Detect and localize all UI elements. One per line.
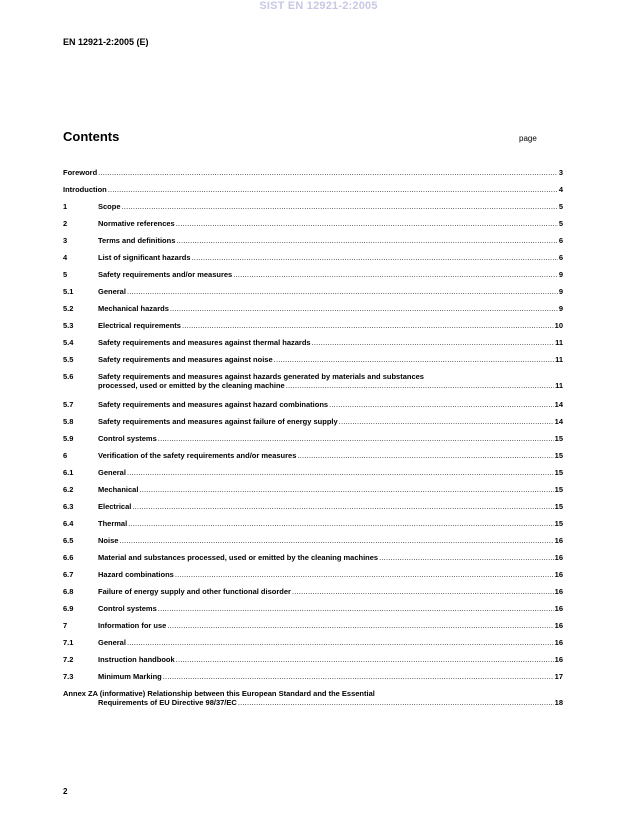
toc-entry-number: 5.1 <box>63 287 74 296</box>
dot-leader <box>297 451 553 460</box>
toc-entry-number: 7.1 <box>63 638 74 647</box>
toc-entry-number: 5.2 <box>63 304 74 313</box>
toc-entry-title: Instruction handbook <box>98 655 175 664</box>
dot-leader <box>132 502 553 511</box>
toc-entry-page: 14 <box>554 417 563 426</box>
toc-entry-number: 7.3 <box>63 672 74 681</box>
toc-entry-title: Normative references <box>98 219 175 228</box>
dot-leader <box>176 236 557 245</box>
toc-entry-title: Verification of the safety requirements and/or measures <box>98 451 297 460</box>
toc-entry-number: 7.2 <box>63 655 74 664</box>
dot-leader <box>98 168 558 177</box>
toc-entry-number: 5.5 <box>63 355 74 364</box>
dot-leader <box>312 338 554 347</box>
toc-entry-page: 17 <box>554 672 563 681</box>
toc-entry-page: 15 <box>554 485 563 494</box>
toc-entry-title: General <box>98 468 126 477</box>
toc-entry-title: Safety requirements and measures against hazards generated by materials and substances <box>98 372 424 381</box>
dot-leader <box>170 304 558 313</box>
dot-leader <box>128 519 553 528</box>
toc-entry-number: 2 <box>63 219 68 228</box>
toc-entry-number: 6.4 <box>63 519 74 528</box>
toc-entry-title: Mechanical <box>98 485 139 494</box>
toc-entry-page: 16 <box>554 655 563 664</box>
toc-entry-number: 5.4 <box>63 338 74 347</box>
toc-entry-title: Terms and definitions <box>98 236 176 245</box>
toc-entry-title: General <box>98 638 126 647</box>
toc-entry-page: 5 <box>558 219 563 228</box>
dot-leader <box>238 698 554 707</box>
toc-entry-page: 16 <box>554 570 563 579</box>
toc-entry-page: 15 <box>554 468 563 477</box>
dot-leader <box>127 287 558 296</box>
toc-entry-page: 16 <box>554 638 563 647</box>
dot-leader <box>158 434 554 443</box>
toc-entry-title: Minimum Marking <box>98 672 162 681</box>
toc-entry-title: Scope <box>98 202 121 211</box>
toc-entry-title: Mechanical hazards <box>98 304 169 313</box>
dot-leader <box>339 417 554 426</box>
toc-entry-number: 5.3 <box>63 321 74 330</box>
toc-entry-title: Annex ZA (informative) Relationship between this European Standard and the Essential <box>63 689 375 698</box>
dot-leader <box>175 570 554 579</box>
toc-entry-title: Introduction <box>63 185 107 194</box>
toc-entry-number: 6.3 <box>63 502 74 511</box>
toc-entry-page: 15 <box>554 451 563 460</box>
toc-entry-number: 6 <box>63 451 68 460</box>
toc-entry-title: General <box>98 287 126 296</box>
dot-leader <box>119 536 553 545</box>
toc-entry-number: 6.7 <box>63 570 74 579</box>
toc-entry-page: 11 <box>555 355 563 364</box>
toc-entry-number: 6.9 <box>63 604 74 613</box>
toc-entry-number: 5.7 <box>63 400 74 409</box>
dot-leader <box>233 270 558 279</box>
toc-entry-title: Material and substances processed, used or emitted by the cleaning machines <box>98 553 379 562</box>
toc-entry-title: List of significant hazards <box>98 253 191 262</box>
toc-entry-title: Safety requirements and/or measures <box>98 270 233 279</box>
dot-leader <box>292 587 554 596</box>
toc-entry-title: Safety requirements and measures against failure of energy supply <box>98 417 338 426</box>
page-column-label: page <box>519 134 537 143</box>
toc-entry-title: Foreword <box>63 168 98 177</box>
toc-entry-page: 16 <box>554 587 563 596</box>
dot-leader <box>274 355 554 364</box>
dot-leader <box>127 638 554 647</box>
toc-entry-page: 16 <box>554 536 563 545</box>
toc-entry-page: 3 <box>558 168 563 177</box>
toc-entry-page: 9 <box>558 304 563 313</box>
toc-entry-title: Safety requirements and measures against hazard combinations <box>98 400 329 409</box>
toc-entry-page: 10 <box>554 321 563 330</box>
toc-entry-title: Failure of energy supply and other functional disorder <box>98 587 291 596</box>
dot-leader <box>176 219 558 228</box>
toc-entry-page: 6 <box>558 236 563 245</box>
toc-entry-number: 6.8 <box>63 587 74 596</box>
toc-entry-number: 5.9 <box>63 434 74 443</box>
toc-entry-title: Safety requirements and measures against noise <box>98 355 273 364</box>
toc-entry-title: Thermal <box>98 519 128 528</box>
dot-leader <box>158 604 554 613</box>
toc-entry-page: 16 <box>554 621 563 630</box>
toc-entry-title: Electrical <box>98 502 132 511</box>
dot-leader <box>122 202 558 211</box>
page-number: 2 <box>63 787 68 796</box>
dot-leader <box>176 655 554 664</box>
dot-leader <box>192 253 558 262</box>
dot-leader <box>329 400 554 409</box>
dot-leader <box>139 485 553 494</box>
dot-leader <box>127 468 554 477</box>
toc-entry-page: 4 <box>558 185 563 194</box>
toc-entry-page: 15 <box>554 502 563 511</box>
dot-leader <box>379 553 554 562</box>
toc-entry-page: 15 <box>554 519 563 528</box>
toc-entry-title: Safety requirements and measures against thermal hazards <box>98 338 311 347</box>
dot-leader <box>286 381 554 390</box>
toc-entry-number: 3 <box>63 236 68 245</box>
toc-entry-title-continued: processed, used or emitted by the cleaning machine <box>98 381 285 390</box>
dot-leader <box>182 321 554 330</box>
toc-entry-page: 11 <box>555 338 563 347</box>
toc-entry-page: 9 <box>558 287 563 296</box>
toc-entry-number: 7 <box>63 621 68 630</box>
toc-entry-page: 9 <box>558 270 563 279</box>
toc-entry-title-continued: Requirements of EU Directive 98/37/EC <box>98 698 237 707</box>
toc-entry-title: Electrical requirements <box>98 321 181 330</box>
toc-entry-title: Control systems <box>98 434 157 443</box>
toc-entry-title: Hazard combinations <box>98 570 174 579</box>
toc-entry-page: 16 <box>554 553 563 562</box>
toc-entry-number: 6.1 <box>63 468 74 477</box>
toc-entry-number: 5.8 <box>63 417 74 426</box>
toc-entry-number: 6.6 <box>63 553 74 562</box>
toc-entry-number: 5 <box>63 270 68 279</box>
toc-entry-title: Noise <box>98 536 119 545</box>
toc-entry-number: 1 <box>63 202 68 211</box>
toc-entry-number: 5.6 <box>63 372 74 381</box>
dot-leader <box>163 672 554 681</box>
toc-entry-title: Information for use <box>98 621 167 630</box>
toc-entry-number: 4 <box>63 253 68 262</box>
toc-entry-page: 14 <box>554 400 563 409</box>
toc-entry-number: 6.2 <box>63 485 74 494</box>
dot-leader <box>167 621 553 630</box>
toc-entry-page: 18 <box>554 698 563 707</box>
toc-entry-page: 15 <box>554 434 563 443</box>
toc-entry-number: 6.5 <box>63 536 74 545</box>
contents-title: Contents <box>63 129 120 144</box>
toc-entry-page: 6 <box>558 253 563 262</box>
toc-entry-page: 5 <box>558 202 563 211</box>
toc-entry-page: 16 <box>554 604 563 613</box>
toc-entry-page: 11 <box>555 381 563 390</box>
dot-leader <box>108 185 558 194</box>
watermark: SIST EN 12921-2:2005 <box>259 0 378 12</box>
toc-entry-title: Control systems <box>98 604 157 613</box>
document-id: EN 12921-2:2005 (E) <box>63 37 149 47</box>
